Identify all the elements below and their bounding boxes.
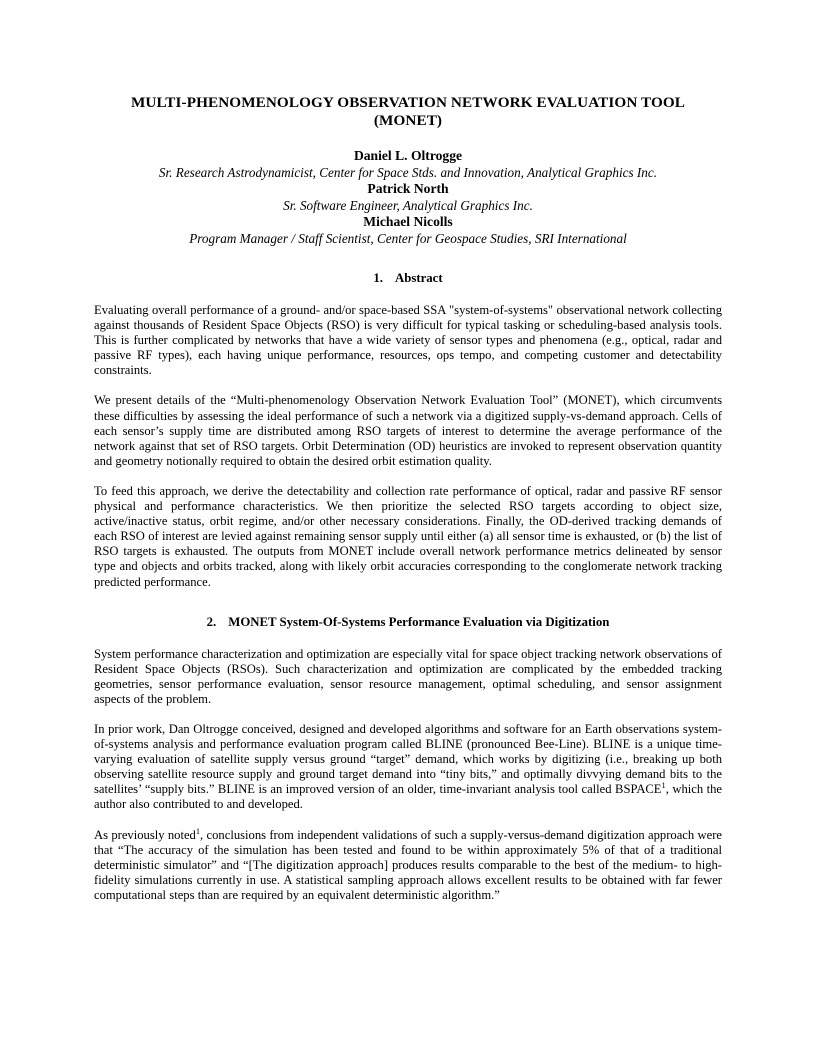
abstract-paragraph: Evaluating overall performance of a ground- and/or space-based SSA "system-of-systems" observational network collecting against thousands of Resident Space Objects (RSO) is very difficult for typical tasking or scheduling-based analysis tools. This is further complicated by networks that have a wide variety of sensor types and phenomena (e.g., optical, radar and passive RF types), each having unique performance, resources, ops tempo, and competing customer and detectability constraints. [94, 303, 722, 378]
abstract-paragraph: We present details of the “Multi-phenomenology Observation Network Evaluation Tool” (MONET), which circumvents these difficulties by assessing the ideal performance of such a network via a digitized supply-vs-demand approach. Cells of each sensor’s supply time are distributed among RSO targets of interest to determine the average performance of the network against that set of RSO targets. Orbit Determination (OD) heuristics are invoked to represent observation quantity and geometry notionally required to obtain the desired orbit estimation quality. [94, 393, 722, 468]
section-number: 2. [206, 614, 217, 629]
validation-text-after: , conclusions from independent validations of such a supply-versus-demand digitization approach were that “The accuracy of the simulation has been tested and found to be within approximately 5% of that of a traditional deterministic simulator” and “[The digitization approach] produces results comparable to the best of the medium- to high-fidelity simulations currently in use. A statistical sampling approach allows excellent results to be obtained with far fewer computational steps than are required by an equivalent deterministic algorithm.” [94, 827, 722, 902]
author-affiliation: Sr. Research Astrodynamicist, Center for Space Stds. and Innovation, Analytical Graphics Inc. [158, 164, 658, 180]
section2-paragraph: System performance characterization and optimization are especially vital for space object tracking network observations of Resident Space Objects (RSOs). Such characterization and optimization are complicated by the embedded tracking geometries, sensor performance evaluation, sensor resource management, optimal scheduling, and sensor assignment aspects of the problem. [94, 646, 722, 706]
page-title [94, 94, 722, 129]
abstract-paragraph: To feed this approach, we derive the detectability and collection rate performance of optical, radar and passive RF sensor physical and performance characteristics. We then prioritize the selected RSO targets according to object size, active/inactive status, orbit regime, and/or other necessary considerations. Finally, the OD-derived tracking demands of each RSO of interest are levied against remaining sensor supply until either (a) all sensor time is exhausted, or (b) the list of RSO targets is exhausted. The outputs from MONET include overall network performance metrics delineated by sensor type and objects and orbits tracked, along with likely orbit accuracies corresponding to the conglomerate network tracking predicted performance. [94, 483, 722, 589]
author-name: Patrick North [367, 181, 449, 196]
author-affiliation: Sr. Software Engineer, Analytical Graphics Inc. [283, 197, 533, 213]
section-number: 1. [373, 271, 383, 285]
section-heading-abstract [94, 271, 722, 286]
validation-paragraph [94, 828, 722, 903]
footnote-marker: 1 [661, 781, 666, 791]
bline-paragraph [94, 722, 722, 813]
section-title: MONET System-Of-Systems Performance Evaluation via Digitization [228, 614, 610, 629]
title-line-1: MULTI-PHENOMENOLOGY OBSERVATION NETWORK EVALUATION TOOL [130, 94, 686, 111]
title-line-2: (MONET) [373, 111, 443, 129]
author-name: Daniel L. Oltrogge [353, 148, 463, 163]
validation-text-before: As previously noted [94, 827, 196, 842]
bline-text-before: In prior work, Dan Oltrogge conceived, designed and developed algorithms and software for an Earth observations system-of-systems analysis and performance evaluation program called BLINE (pronounced Bee-Line). BLINE is a unique time-varying evaluation of satellite supply versus ground “target” demand, which works by digitizing (i.e., breaking up both observing satellite resource supply and ground target demand into “tiny bits,” and optimally divvying demand bits to the satellites’ “supply bits.” BLINE is an improved version of an older, time-invariant analysis tool called BSPACE [94, 721, 722, 797]
section-title: Abstract [394, 271, 443, 285]
author-affiliation: Program Manager / Staff Scientist, Center for Geospace Studies, SRI International [189, 230, 627, 246]
author-name: Michael Nicolls [363, 214, 453, 229]
bline-text-after: , which the author also contributed to and developed. [94, 782, 723, 812]
section-heading-digitization [94, 615, 722, 630]
page-content [94, 94, 722, 903]
footnote-marker: 1 [195, 826, 201, 836]
author-block [94, 148, 722, 247]
